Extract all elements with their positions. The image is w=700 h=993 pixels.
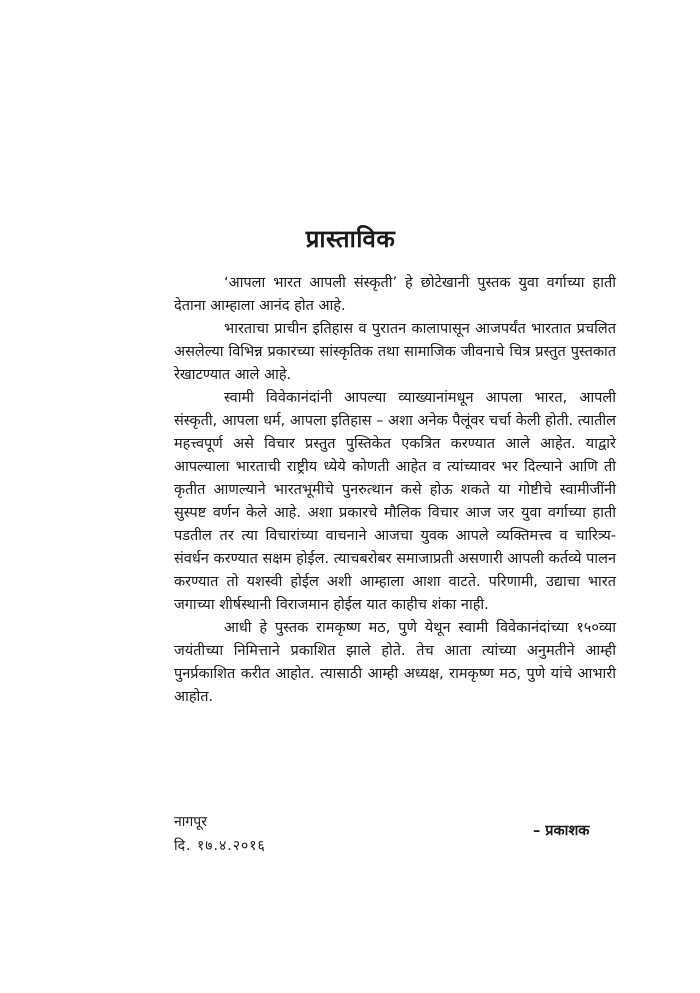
paragraph-3: स्वामी विवेकानंदांनी आपल्या व्याख्यानांमधून आपला भारत, आपली संस्कृती, आपला धर्म, आपला इतिहास – अशा अनेक पैलूंवर चर्चा केली होती. त्यातील महत्त्वपूर्ण असे विचार प्रस्तुत पुस्तिकेत एकत्रित करण्यात आले आहेत. याद्वारे आपल्याला भारताची राष्ट्रीय ध्येये कोणती आहेत व त्यांच्यावर भर दिल्याने आणि ती कृतीत आणल्याने भारतभूमीचे पुनरुत्थान कसे होऊ शकते या गोष्टीचे स्वामीजींनी सुस्पष्ट वर्णन केले आहे. अशा प्रकारचे मौलिक विचार आज जर युवा वर्गाच्या हाती पडतील तर त्या विचारांच्या वाचनाने आजचा युवक आपले व्यक्तिमत्त्व व चारित्र्य-संवर्धन करण्यात सक्षम होईल. त्याचबरोबर समाजाप्रती असणारी आपली कर्तव्ये पालन करण्यात तो यशस्वी होईल अशी आम्हाला आशा वाटते. परिणामी, उद्याचा भारत जगाच्या शीर्षस्थानी विराजमान होईल यात काहीच शंका नाही. [174, 390, 616, 613]
paragraph-2: भारताचा प्राचीन इतिहास व पुरातन कालापासून आजपर्यंत भारतात प्रचलित असलेल्या विभिन्न प्रकारच्या सांस्कृतिक तथा सामाजिक जीवनाचे चित्र प्रस्तुत पुस्तकात रेखाटण्यात आले आहे. [174, 321, 616, 383]
page-title: प्रास्ताविक [305, 225, 396, 253]
paragraph-4: आधी हे पुस्तक रामकृष्ण मठ, पुणे येथून स्वामी विवेकानंदांच्या १५०व्या जयंतीच्या निमित्ताने प्रकाशित झाले होते. तेच आता त्यांच्या अनुमतीने आम्ही पुनर्प्रकाशित करीत आहोत. त्यासाठी आम्ही अध्यक्ष, रामकृष्ण मठ, पुणे यांचे आभारी आहोत. [174, 620, 616, 705]
preface-body [174, 272, 616, 709]
publisher-signature: – प्रकाशक [533, 823, 590, 839]
date-text: दि. १७.४.२०१६ [174, 838, 266, 854]
place-text: नागपूर [174, 814, 207, 830]
paragraph-1: ‘आपला भारत आपली संस्कृती’ हे छोटेखानी पुस्तक युवा वर्गाच्या हाती देताना आम्हाला आनंद होत आहे. [174, 275, 616, 314]
